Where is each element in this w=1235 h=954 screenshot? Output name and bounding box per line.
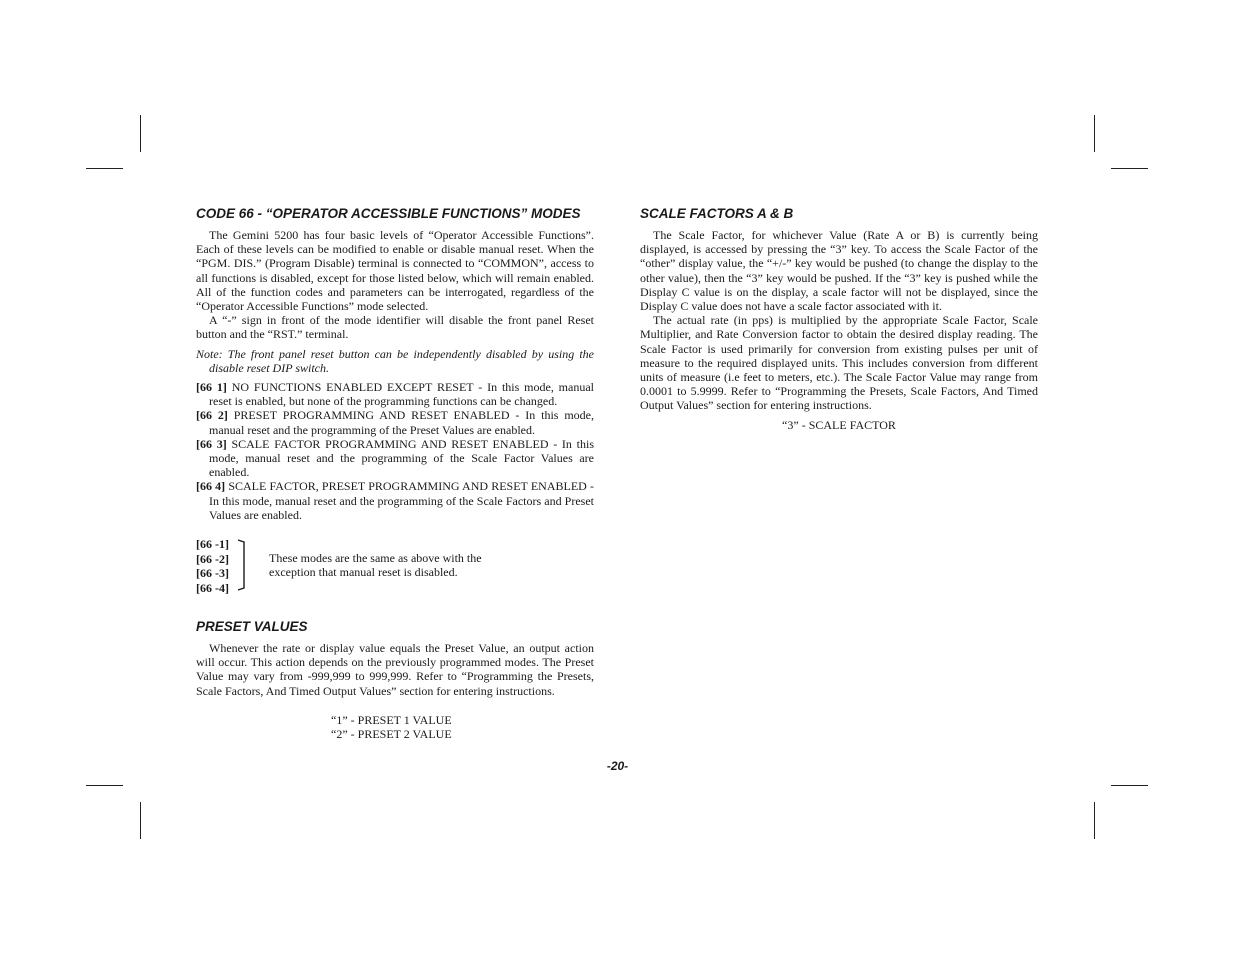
scale-paragraph: The Scale Factor, for whichever Value (Rate A or B) is currently being displayed, is accessed by pressing the “3” key. To access the Scale Factor of the “other” display value, the “+/-” key would be pushed (to change the display to the other value), then the “3” key would be pushed. If the “3” key is pushed while the Display C value is on the display, a scale factor will not be displayed, since the Display C value does not have a scale factor associated with it. <box>640 228 1038 314</box>
negative-mode-code: [66 -3] <box>196 566 229 581</box>
preset-key-item: “1” - PRESET 1 VALUE <box>331 712 452 727</box>
crop-mark <box>140 802 141 839</box>
crop-mark <box>1111 168 1148 169</box>
crop-mark <box>86 168 123 169</box>
bracket-icon <box>237 539 246 591</box>
crop-mark <box>1094 802 1095 839</box>
code66-paragraph: The Gemini 5200 has four basic levels of “Operator Accessible Functions”. Each of these levels can be modified to enable or disable manual reset. When the “PGM. DIS.” (Program Disable) terminal is connected to “COMMON”, access to all functions is disabled, except for those listed below, which will remain enabled. All of the function codes and parameters can be interrogated, regardless of the “Operator Accessible Functions” mode selected. <box>196 228 594 314</box>
mode-code: [66 4] <box>196 479 226 494</box>
mode-description: NO FUNCTIONS ENABLED EXCEPT RESET - In this mode, manual reset is enabled, but none of the programming functions can be changed. <box>209 380 594 409</box>
preset-heading: PRESET VALUES <box>196 619 308 635</box>
right-column <box>640 206 1038 432</box>
negative-modes-description: These modes are the same as above with the exception that manual reset is disabled. <box>269 551 482 580</box>
code66-paragraph: A “-” sign in front of the mode identifier will disable the front panel Reset button and the “RST.” terminal. <box>196 313 594 342</box>
preset-key-item: “2” - PRESET 2 VALUE <box>331 727 452 742</box>
code66-heading: CODE 66 - “OPERATOR ACCESSIBLE FUNCTIONS” MODES <box>196 206 581 221</box>
mode-code: [66 3] <box>196 436 227 451</box>
mode-description: PRESET PROGRAMMING AND RESET ENABLED - In this mode, manual reset and the programming of the Preset Values are enabled. <box>209 408 594 437</box>
crop-mark <box>86 785 123 786</box>
mode-item <box>196 437 594 480</box>
negative-modes-block <box>196 537 594 597</box>
crop-mark <box>1111 785 1148 786</box>
reset-note: Note: The front panel reset button can be independently disabled by using the disable reset DIP switch. <box>196 346 594 375</box>
crop-mark <box>1094 115 1095 152</box>
mode-item <box>196 380 594 408</box>
mode-description: SCALE FACTOR, PRESET PROGRAMMING AND RESET ENABLED - In this mode, manual reset and the programming of the Scale Factors and Preset Values are enabled. <box>209 479 594 522</box>
preset-key-list <box>196 713 594 741</box>
mode-item <box>196 479 594 522</box>
negative-mode-list <box>196 537 229 595</box>
crop-mark <box>140 115 141 152</box>
mode-description: SCALE FACTOR PROGRAMMING AND RESET ENABLED - In this mode, manual reset and the programming of the Scale Factor Values are enabled. <box>209 436 594 480</box>
scale-heading: SCALE FACTORS A & B <box>640 206 794 221</box>
mode-item <box>196 408 594 436</box>
left-column <box>196 206 594 741</box>
negative-mode-code: [66 -4] <box>196 580 229 595</box>
scale-paragraph: The actual rate (in pps) is multiplied by the appropriate Scale Factor, Scale Multiplier, and Rate Conversion factor to obtain the desired display reading. The Scale Factor is used primarily for conversion from existing pulses per unit of measure to the required displayed units. This includes conversion from different units of measure (i.e feet to meters, etc.). The Scale Factor Value may range from 0.0001 to 5.9999. Refer to “Programming the Presets, Scale Factors, And Timed Output Values” section for entering instructions. <box>640 313 1038 413</box>
preset-paragraph: Whenever the rate or display value equals the Preset Value, an output action will occur. This action depends on the previously programmed modes. The Preset Value may vary from -999,999 to 999,999. Refer to “Programming the Presets, Scale Factors, And Timed Output Values” section for entering instructions. <box>196 641 594 698</box>
page-number: -20- <box>606 759 629 773</box>
negative-mode-code: [66 -1] <box>196 537 229 552</box>
mode-code: [66 1] <box>196 380 227 395</box>
mode-code: [66 2] <box>196 408 228 423</box>
negative-mode-code: [66 -2] <box>196 551 229 566</box>
scale-key-item: “3” - SCALE FACTOR <box>782 417 896 432</box>
